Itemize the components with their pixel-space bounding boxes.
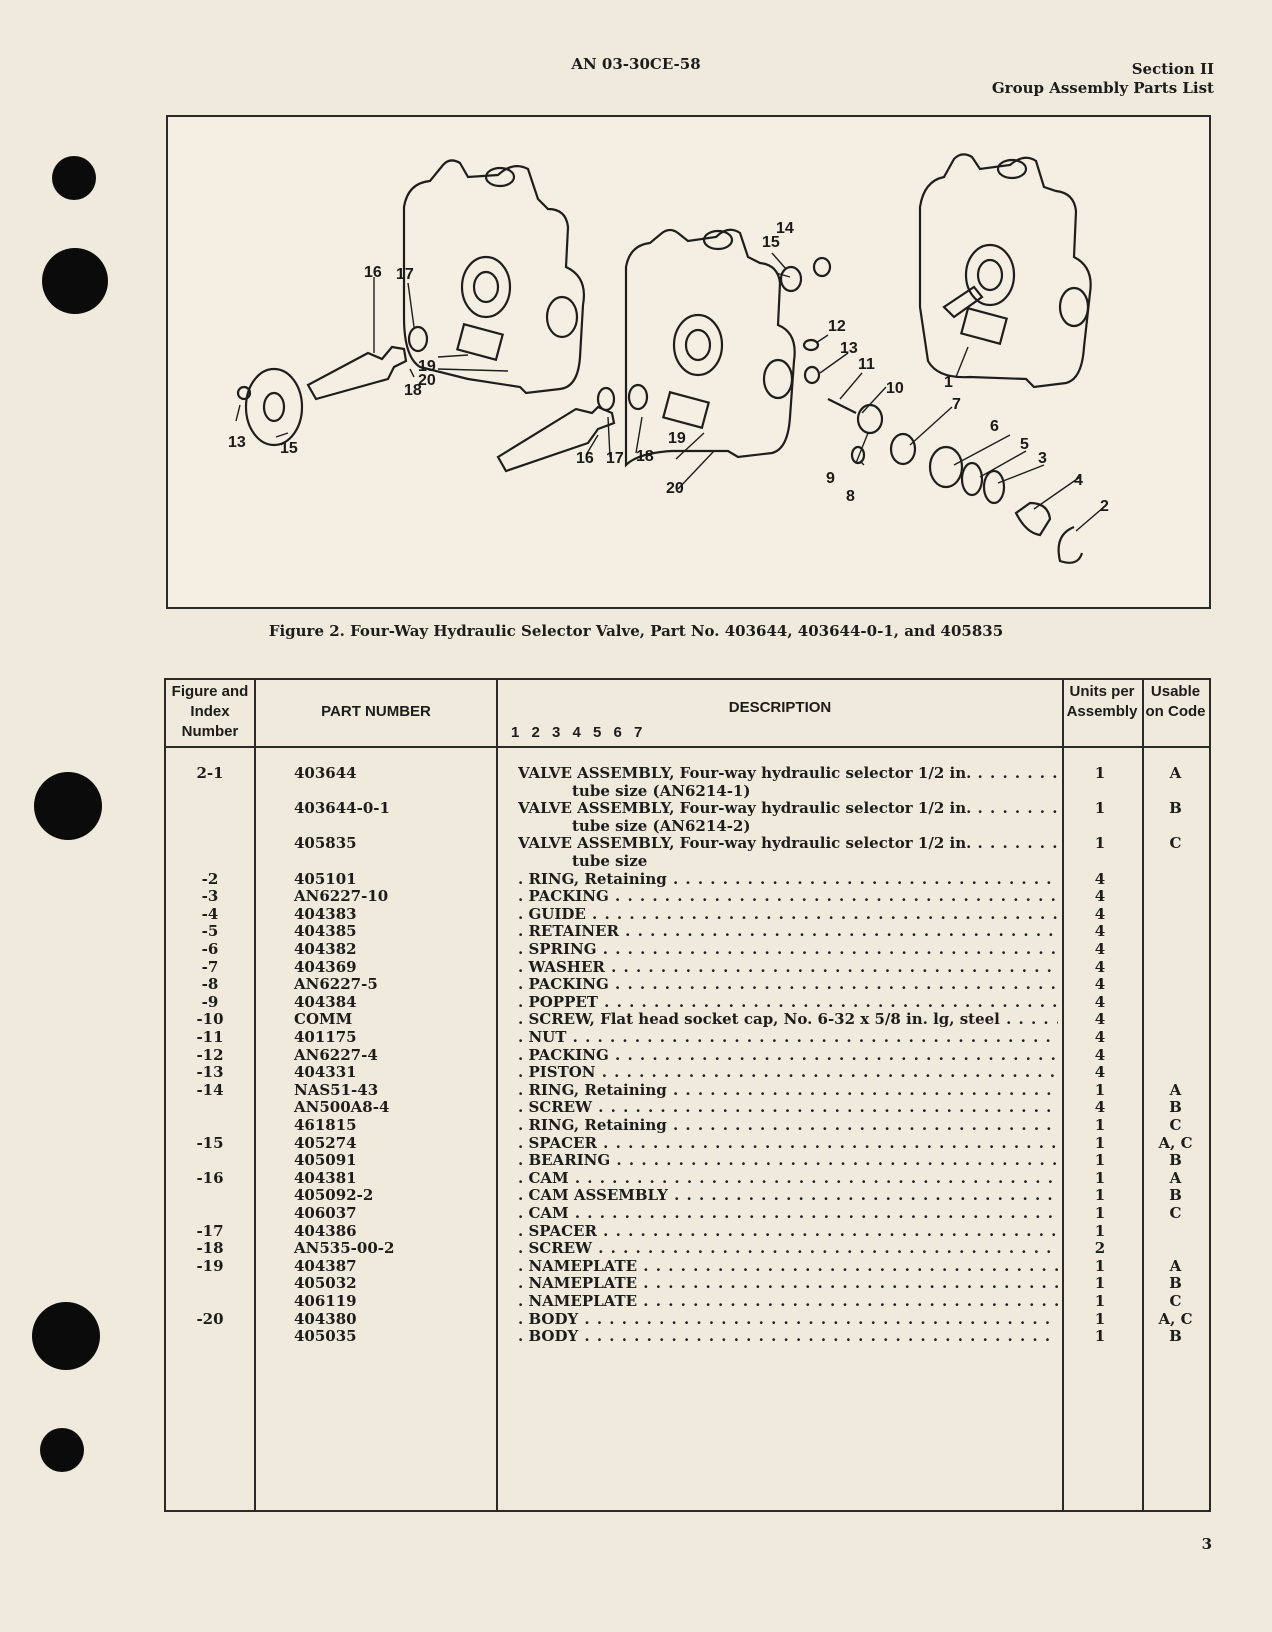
part-number-cell: 461815 bbox=[294, 1116, 357, 1134]
description-cell: . RING, Retaining . . . bbox=[518, 1116, 1058, 1134]
description-cell: . RING, Retaining . . . bbox=[518, 1081, 1058, 1099]
description-cell: . RETAINER . . . bbox=[518, 922, 1058, 940]
index-cell: -2 bbox=[201, 869, 219, 888]
usable-code-cell: B bbox=[1169, 1274, 1182, 1293]
units-cell: 1 bbox=[1094, 1221, 1106, 1240]
units-cell: 1 bbox=[1094, 1133, 1106, 1152]
index-cell: -15 bbox=[196, 1133, 224, 1152]
table-row bbox=[166, 1010, 1209, 1028]
part-number-cell: 403644 bbox=[294, 764, 357, 782]
units-cell: 1 bbox=[1094, 799, 1106, 818]
units-cell: 2 bbox=[1094, 1239, 1106, 1258]
table-row bbox=[166, 1116, 1209, 1134]
table-row bbox=[166, 1292, 1209, 1310]
index-cell: -17 bbox=[196, 1221, 224, 1240]
description-cell: . NUT . . . bbox=[518, 1028, 1058, 1046]
description-cell: . CAM ASSEMBLY . . . bbox=[518, 1186, 1058, 1204]
table-row bbox=[166, 887, 1209, 905]
units-cell: 1 bbox=[1094, 764, 1106, 782]
table-row bbox=[166, 993, 1209, 1011]
description-cell: VALVE ASSEMBLY, Four-way hydraulic selector 1/2 in. . . . bbox=[518, 799, 1058, 817]
table-row bbox=[166, 1028, 1209, 1046]
index-cell: -16 bbox=[196, 1168, 224, 1187]
part-number-cell: NAS51-43 bbox=[294, 1080, 379, 1099]
index-cell: -12 bbox=[196, 1045, 224, 1064]
description-cell: . PACKING . . . bbox=[518, 975, 1058, 993]
table-row bbox=[166, 1186, 1209, 1204]
part-number-cell: 404381 bbox=[294, 1168, 357, 1187]
usable-code-cell: A bbox=[1169, 764, 1182, 782]
table-row bbox=[166, 1063, 1209, 1081]
table-row bbox=[166, 1204, 1209, 1222]
table-row bbox=[166, 940, 1209, 958]
header-index: Figure and Index Number bbox=[171, 683, 249, 740]
table-row bbox=[166, 1098, 1209, 1116]
table-row bbox=[166, 1134, 1209, 1152]
header-indent-levels: 1 2 3 4 5 6 7 bbox=[511, 724, 643, 741]
header-code: Usable on Code bbox=[1145, 683, 1206, 720]
description-cell: . GUIDE . . . bbox=[518, 905, 1058, 923]
part-number-cell: 405101 bbox=[294, 869, 357, 888]
table-row bbox=[166, 1327, 1209, 1345]
units-cell: 4 bbox=[1094, 1010, 1106, 1029]
callout-label: 18 bbox=[404, 382, 422, 399]
description-cell: . BODY . . . bbox=[518, 1327, 1058, 1345]
part-number-cell: 405091 bbox=[294, 1151, 357, 1170]
usable-code-cell: A bbox=[1169, 1080, 1182, 1099]
description-cell: . SPRING . . . bbox=[518, 940, 1058, 958]
callout-label: 3 bbox=[1038, 450, 1047, 467]
table-row bbox=[166, 764, 1209, 782]
page-number: 3 bbox=[1201, 1535, 1212, 1553]
callout-label: 20 bbox=[418, 372, 436, 389]
description-cell: . CAM . . . bbox=[518, 1204, 1058, 1222]
callout-label: 1 bbox=[944, 374, 953, 391]
callout-label: 20 bbox=[666, 480, 684, 497]
units-cell: 4 bbox=[1094, 940, 1106, 958]
binder-hole bbox=[32, 1302, 100, 1370]
part-number-cell: 404384 bbox=[294, 992, 357, 1011]
description-continuation: tube size (AN6214-2) bbox=[572, 816, 751, 835]
usable-code-cell: C bbox=[1169, 1116, 1182, 1134]
header-part-number: PART NUMBER bbox=[321, 703, 431, 720]
binder-hole bbox=[34, 772, 102, 840]
units-cell: 1 bbox=[1094, 1309, 1106, 1328]
index-cell: -20 bbox=[196, 1309, 224, 1328]
usable-code-cell: C bbox=[1169, 834, 1182, 853]
callout-label: 2 bbox=[1100, 498, 1109, 515]
index-cell: -18 bbox=[196, 1239, 224, 1258]
table-row bbox=[166, 799, 1209, 817]
table-row bbox=[166, 1222, 1209, 1240]
table-row bbox=[166, 1274, 1209, 1292]
units-cell: 1 bbox=[1094, 1274, 1106, 1293]
units-cell: 1 bbox=[1094, 834, 1106, 853]
callout-label: 11 bbox=[858, 356, 875, 373]
units-cell: 1 bbox=[1094, 1080, 1106, 1099]
units-cell: 4 bbox=[1094, 887, 1106, 906]
callout-label: 13 bbox=[840, 340, 858, 357]
table-row bbox=[166, 975, 1209, 993]
description-cell: . SCREW . . . bbox=[518, 1098, 1058, 1116]
table-row bbox=[166, 1081, 1209, 1099]
description-cell: . SCREW, Flat head socket cap, No. 6-32 x 5/8 in. lg, steel . . . bbox=[518, 1010, 1058, 1028]
callout-label: 14 bbox=[776, 220, 794, 237]
description-continuation: tube size bbox=[572, 852, 648, 870]
usable-code-cell: C bbox=[1169, 1204, 1182, 1222]
usable-code-cell: A, C bbox=[1158, 1133, 1193, 1152]
table-row bbox=[166, 1046, 1209, 1064]
index-cell: -19 bbox=[196, 1256, 224, 1275]
part-number-cell: 405092-2 bbox=[294, 1186, 374, 1205]
description-cell: . BODY . . . bbox=[518, 1310, 1058, 1328]
index-cell: 2-1 bbox=[196, 764, 224, 782]
part-number-cell: AN535-00-2 bbox=[294, 1239, 395, 1258]
part-number-cell: 405035 bbox=[294, 1327, 357, 1346]
document-id: AN 03-30CE-58 bbox=[571, 55, 701, 73]
part-number-cell: 404387 bbox=[294, 1256, 357, 1275]
index-cell: -6 bbox=[201, 940, 219, 958]
description-cell: . NAMEPLATE . . . bbox=[518, 1274, 1058, 1292]
table-row bbox=[166, 870, 1209, 888]
table-row bbox=[166, 1310, 1209, 1328]
units-cell: 1 bbox=[1094, 1327, 1106, 1346]
index-cell: -14 bbox=[196, 1080, 224, 1099]
usable-code-cell: C bbox=[1169, 1292, 1182, 1310]
part-number-cell: 406037 bbox=[294, 1204, 357, 1222]
callout-label: 18 bbox=[636, 448, 654, 465]
binder-hole bbox=[40, 1428, 84, 1472]
part-number-cell: 405274 bbox=[294, 1133, 357, 1152]
callout-label: 10 bbox=[886, 380, 904, 397]
units-cell: 1 bbox=[1094, 1204, 1106, 1222]
usable-code-cell: A bbox=[1169, 1168, 1182, 1187]
table-row bbox=[166, 1151, 1209, 1169]
description-cell: . PACKING . . . bbox=[518, 887, 1058, 905]
header-description: DESCRIPTION bbox=[728, 699, 832, 716]
binder-hole bbox=[52, 156, 96, 200]
units-cell: 4 bbox=[1094, 922, 1106, 941]
units-cell: 4 bbox=[1094, 1045, 1106, 1064]
description-cell: . PACKING . . . bbox=[518, 1046, 1058, 1064]
part-number-cell: 406119 bbox=[294, 1292, 357, 1310]
callout-label: 8 bbox=[846, 488, 855, 505]
section-number: Section II bbox=[1131, 60, 1214, 78]
callout-label: 17 bbox=[396, 266, 414, 283]
description-cell: . BEARING . . . bbox=[518, 1151, 1058, 1169]
table-row bbox=[166, 834, 1209, 852]
callout-label: 19 bbox=[418, 358, 436, 375]
units-cell: 1 bbox=[1094, 1151, 1106, 1170]
part-number-cell: AN6227-10 bbox=[294, 887, 389, 906]
index-cell: -3 bbox=[201, 887, 219, 906]
description-cell: . PISTON . . . bbox=[518, 1063, 1058, 1081]
description-cell: . CAM . . . bbox=[518, 1169, 1058, 1187]
index-cell: -11 bbox=[196, 1028, 224, 1046]
callout-label: 13 bbox=[228, 434, 246, 451]
section-title: Group Assembly Parts List bbox=[991, 79, 1214, 97]
description-cell: VALVE ASSEMBLY, Four-way hydraulic selector 1/2 in. . . . bbox=[518, 764, 1058, 782]
part-number-cell: AN6227-5 bbox=[294, 975, 378, 994]
part-number-cell: 404380 bbox=[294, 1309, 357, 1328]
callout-label: 9 bbox=[826, 470, 835, 487]
callout-label: 16 bbox=[364, 264, 382, 281]
table-row bbox=[166, 922, 1209, 940]
units-cell: 4 bbox=[1094, 869, 1106, 888]
description-continuation: tube size (AN6214-1) bbox=[572, 781, 751, 800]
part-number-cell: 401175 bbox=[294, 1028, 357, 1046]
callout-label: 16 bbox=[576, 450, 594, 467]
figure-caption: Figure 2. Four-Way Hydraulic Selector Valve, Part No. 403644, 403644-0-1, and 405835 bbox=[268, 622, 1004, 640]
part-number-cell: 404385 bbox=[294, 922, 357, 941]
index-cell: -9 bbox=[201, 992, 219, 1011]
callout-label: 15 bbox=[762, 234, 780, 251]
units-cell: 1 bbox=[1094, 1116, 1106, 1134]
header-units: Units per Assembly bbox=[1066, 683, 1138, 720]
exploded-view-drawing bbox=[168, 117, 1209, 607]
usable-code-cell: B bbox=[1169, 1327, 1182, 1346]
description-cell: . NAMEPLATE . . . bbox=[518, 1292, 1058, 1310]
table-row bbox=[166, 1257, 1209, 1275]
part-number-cell: 404386 bbox=[294, 1221, 357, 1240]
units-cell: 1 bbox=[1094, 1168, 1106, 1187]
description-cell: . RING, Retaining . . . bbox=[518, 870, 1058, 888]
description-cell: VALVE ASSEMBLY, Four-way hydraulic selector 1/2 in. . . . bbox=[518, 834, 1058, 852]
units-cell: 4 bbox=[1094, 1063, 1106, 1082]
table-row bbox=[166, 905, 1209, 923]
parts-list-table bbox=[164, 678, 1211, 1512]
callout-label: 6 bbox=[990, 418, 999, 435]
callout-label: 15 bbox=[280, 440, 298, 457]
callout-label: 5 bbox=[1020, 436, 1029, 453]
part-number-cell: 405032 bbox=[294, 1274, 357, 1293]
index-cell: -8 bbox=[201, 975, 219, 994]
part-number-cell: 404369 bbox=[294, 957, 357, 976]
index-cell: -10 bbox=[196, 1010, 224, 1029]
usable-code-cell: B bbox=[1169, 1186, 1182, 1205]
section-header bbox=[992, 60, 1214, 98]
index-cell: -5 bbox=[201, 922, 219, 941]
part-number-cell: AN6227-4 bbox=[294, 1045, 378, 1064]
description-cell: . NAMEPLATE . . . bbox=[518, 1257, 1058, 1275]
index-cell: -7 bbox=[201, 957, 219, 976]
table-row bbox=[166, 958, 1209, 976]
usable-code-cell: A bbox=[1169, 1256, 1182, 1275]
units-cell: 4 bbox=[1094, 904, 1106, 923]
header-divider bbox=[166, 746, 1209, 748]
binder-hole bbox=[42, 248, 108, 314]
units-cell: 4 bbox=[1094, 992, 1106, 1011]
callout-label: 7 bbox=[952, 396, 961, 413]
part-number-cell: COMM bbox=[294, 1010, 353, 1029]
description-cell: . POPPET . . . bbox=[518, 993, 1058, 1011]
callout-label: 4 bbox=[1074, 472, 1083, 489]
part-number-cell: AN500A8-4 bbox=[294, 1098, 390, 1117]
part-number-cell: 405835 bbox=[294, 834, 357, 853]
description-cell: . SCREW . . . bbox=[518, 1239, 1058, 1257]
part-number-cell: 404383 bbox=[294, 904, 357, 923]
exploded-view-figure bbox=[166, 115, 1211, 609]
table-row bbox=[166, 1239, 1209, 1257]
units-cell: 4 bbox=[1094, 957, 1106, 976]
usable-code-cell: B bbox=[1169, 799, 1182, 818]
description-cell: . WASHER . . . bbox=[518, 958, 1058, 976]
callout-label: 19 bbox=[668, 430, 686, 447]
index-cell: -4 bbox=[201, 904, 219, 923]
units-cell: 4 bbox=[1094, 1028, 1106, 1046]
description-cell: . SPACER . . . bbox=[518, 1222, 1058, 1240]
part-number-cell: 403644-0-1 bbox=[294, 799, 390, 818]
units-cell: 4 bbox=[1094, 1098, 1106, 1117]
units-cell: 1 bbox=[1094, 1292, 1106, 1310]
usable-code-cell: B bbox=[1169, 1151, 1182, 1170]
table-row bbox=[166, 1169, 1209, 1187]
description-cell: . SPACER . . . bbox=[518, 1134, 1058, 1152]
units-cell: 4 bbox=[1094, 975, 1106, 994]
usable-code-cell: B bbox=[1169, 1098, 1182, 1117]
figure-callouts bbox=[228, 220, 1109, 515]
index-cell: -13 bbox=[196, 1063, 224, 1082]
callout-label: 12 bbox=[828, 318, 846, 335]
part-number-cell: 404382 bbox=[294, 940, 357, 958]
usable-code-cell: A, C bbox=[1158, 1309, 1193, 1328]
callout-label: 17 bbox=[606, 450, 624, 467]
units-cell: 1 bbox=[1094, 1186, 1106, 1205]
units-cell: 1 bbox=[1094, 1256, 1106, 1275]
part-number-cell: 404331 bbox=[294, 1063, 357, 1082]
